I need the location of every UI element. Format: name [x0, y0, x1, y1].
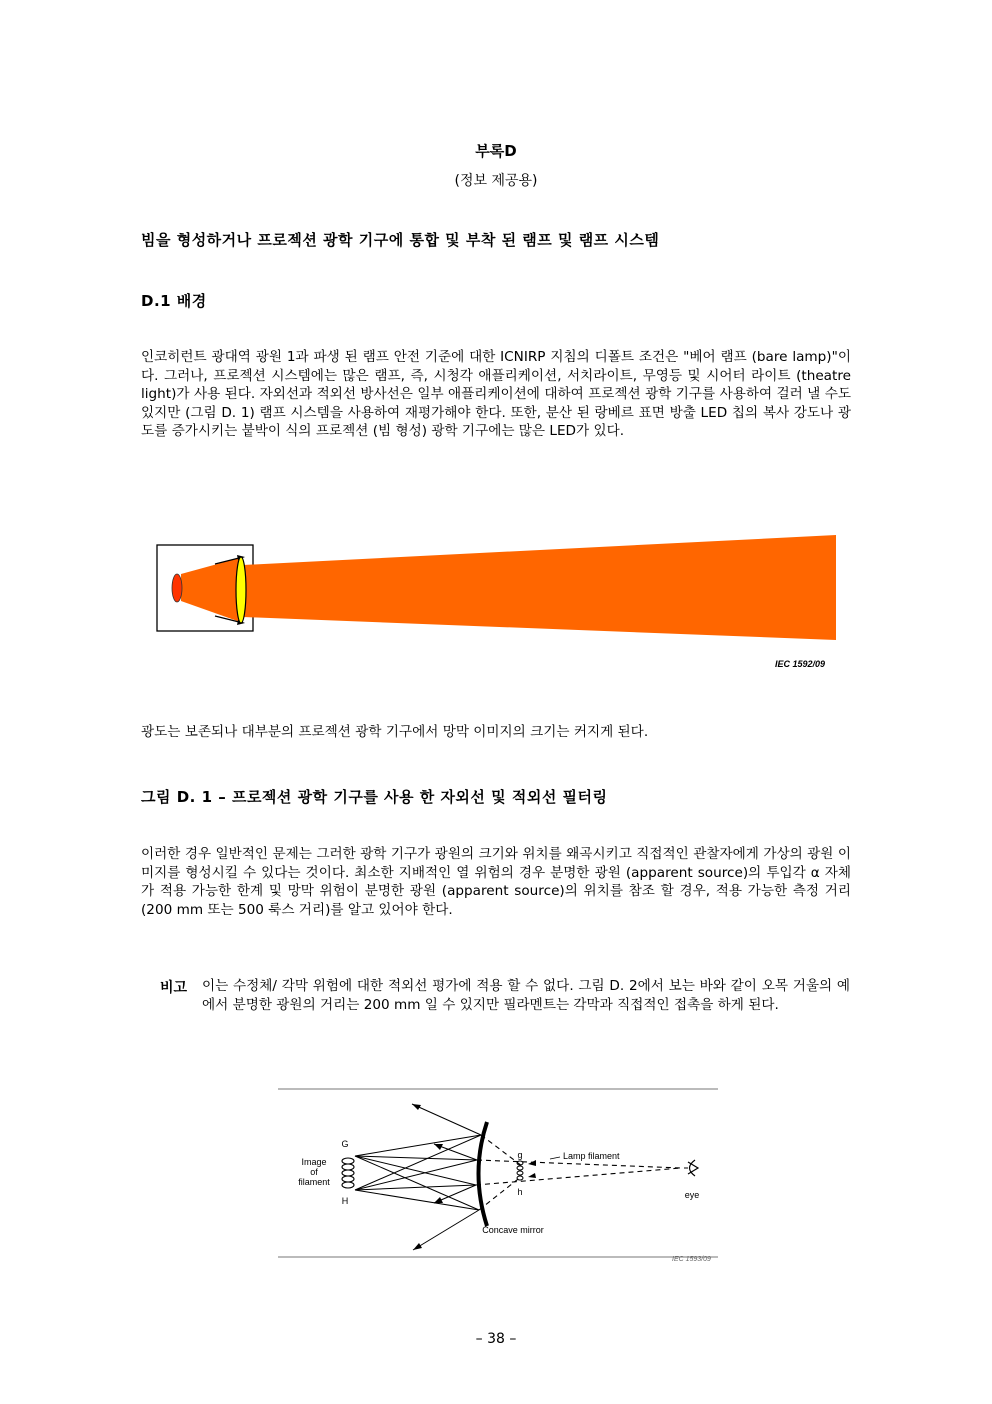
concave-mirror: [479, 1122, 488, 1226]
figure-d1-caption: 그림 D. 1 – 프로젝션 광학 기구를 사용 한 자외선 및 적외선 필터링: [141, 788, 608, 806]
figure-d2-code: IEC 1593/09: [672, 1256, 711, 1263]
label-H: H: [341, 1196, 349, 1206]
annex-title: 부록D: [475, 142, 517, 160]
filament-image-coil: [342, 1158, 354, 1188]
main-heading: 빔을 형성하거나 프로젝션 광학 기구에 통합 및 부착 된 램프 및 램프 시스템: [141, 231, 660, 249]
projected-beam: [243, 535, 836, 640]
label-image-of-filament-2: of: [310, 1167, 318, 1177]
section-heading: D.1 배경: [141, 292, 207, 310]
page-number: – 38 –: [475, 1331, 517, 1347]
beam-cone: [181, 557, 243, 623]
figure-d1-code: IEC 1592/09: [775, 659, 826, 669]
note-label: 비고: [160, 980, 188, 996]
note-text: 이는 수정체/ 각막 위험에 대한 적외선 평가에 적용 할 수 없다. 그림 D. 2에서 보는 바와 같이 오목 거울의 예에서 분명한 광원의 거리는 200 mm 일 수 있지만 필라멘트는 각막과 직접적인 접촉을 하게 된다.: [202, 978, 850, 1013]
label-concave-mirror: Concave mirror: [482, 1225, 544, 1235]
annex-subtitle: (정보 제공용): [454, 173, 538, 189]
label-eye: eye: [684, 1190, 700, 1200]
label-G: G: [341, 1139, 349, 1149]
paragraph-apparent-source: 이러한 경우 일반적인 문제는 그러한 광학 기구가 광원의 크기와 위치를 왜곡시키고 직접적인 관찰자에게 가상의 광원 이미지를 형성시킬 수 있다는 것이다. 최소한 지배적인 열 위험의 경우 분명한 광원 (apparent source)의 투입각 α 자체가 적용 가능한 한계 및 망막 위험이 분명한 광원 (apparent source)의 위치를 참조 할 경우, 적용 가능한 측정 거리 (200 mm 또는 500 룩스 거리)를 알고 있어야 한다.: [141, 846, 851, 918]
label-image-of-filament-3: filament: [298, 1177, 330, 1187]
eye-icon: [684, 1160, 698, 1176]
label-lamp-filament: Lamp filament: [563, 1151, 620, 1161]
label-h: h: [517, 1187, 523, 1197]
projection-lens: [236, 557, 246, 623]
label-g: g: [517, 1150, 523, 1160]
figure-d2-concave-mirror: [0, 1080, 992, 1265]
light-source: [172, 574, 182, 602]
lamp-housing: [157, 545, 253, 631]
paragraph-luminance: 광도는 보존되나 대부분의 프로젝션 광학 기구에서 망막 이미지의 크기는 커지게 된다.: [141, 724, 649, 740]
paragraph-background: 인코히런트 광대역 광원 1과 파생 된 램프 안전 기준에 대한 ICNIRP 지침의 디폴트 조건은 "베어 램프 (bare lamp)"이다. 그러나, 프로젝션 시스템에는 많은 램프, 즉, 시청각 애플리케이션, 서치라이트, 무영등 및 시어터 라이트 (theatre light)가 사용 된다. 자외선과 적외선 방사선은 일부 애플리케이션에 대하여 프로젝션 광학 기구를 사용하여 걸러 낼 수도 있지만 (그림 D. 1) 램프 시스템을 사용하여 재평가해야 한다. 또한, 분산 된 랑베르 표면 방출 LED 칩의 복사 강도나 광도를 증가시키는 붙박이 식의 프로젝션 (빔 형성) 광학 기구에는 많은 LED가 있다.: [141, 349, 851, 440]
label-image-of-filament-1: Image: [301, 1157, 327, 1167]
